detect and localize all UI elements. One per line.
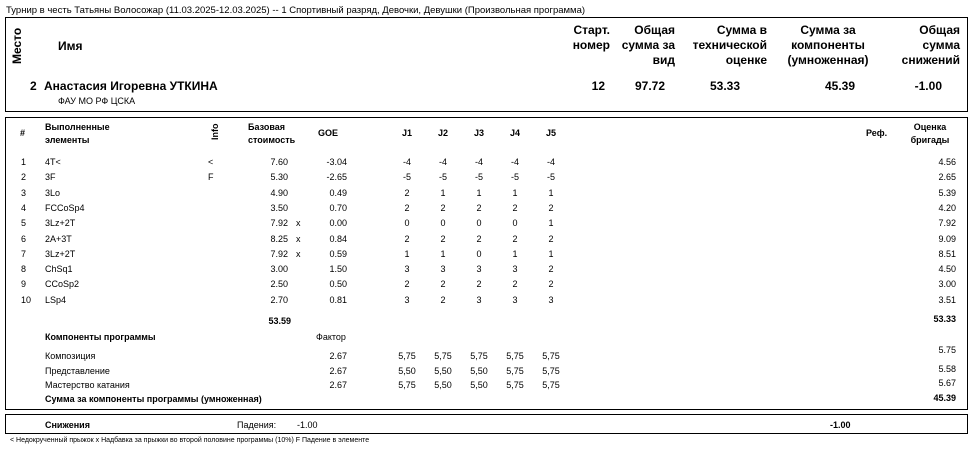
component-judge-score: 5,75 [434,351,452,361]
component-score: 5.67 [938,378,956,388]
component-factor: 2.67 [329,380,347,390]
element-judge-score: -4 [402,157,411,167]
panel-header-line1: Оценка [913,122,947,132]
element-judge-score: 2 [440,279,446,290]
element-judge-score: 1 [548,248,554,259]
judge-header: J2 [437,128,448,138]
judge-header: J5 [545,128,556,138]
element-num: 9 [21,279,27,290]
info-header: Info [210,123,220,140]
element-judge-score: 2 [404,233,410,244]
judge-header: J3 [473,128,484,138]
component-judge-score: 5,75 [506,351,524,361]
skater-deductions: -1.00 [914,79,942,93]
element-judge-score: 2 [404,279,410,290]
element-goe: 0.50 [329,279,347,290]
element-judge-score: -5 [402,172,411,183]
element-goe: 0.70 [329,202,347,213]
skater-name: Анастасия Игоревна УТКИНА [44,79,218,93]
falls-label: Падения: [237,420,277,430]
element-judge-score: 2 [548,279,554,290]
component-judge-score: 5,75 [542,380,560,390]
element-judge-score: 1 [440,187,446,198]
element-num: 1 [21,157,27,167]
element-panel-score: 9.09 [938,233,956,244]
element-goe: 0.59 [329,248,347,259]
element-judge-score: -4 [510,157,519,167]
deductions-box [5,414,968,434]
element-num: 4 [21,202,27,213]
element-judge-score: 1 [548,187,554,198]
element-judge-score: 2 [440,233,446,244]
name-header: Имя [58,39,83,53]
element-judge-score: 2 [440,294,446,305]
element-goe: -2.65 [326,172,347,183]
element-base-value: 5.30 [270,172,288,183]
element-panel-score: 3.51 [938,294,956,305]
footnote: < Недокрученный прыжок x Надбавка за прыжки во второй половине программы (10%) F Падение в элементе [10,437,370,444]
competition-header: Турнир в честь Татьяны Волосожар (11.03.2025-12.03.2025) -- 1 Спортивный разряд, Девочки, Девушки (Произвольная программа) [6,5,586,16]
skater-place: 2 [30,79,37,93]
element-judge-score: 2 [548,202,554,213]
element-base-value: 8.25 [270,233,288,244]
skater-total-score: 97.72 [634,79,665,93]
element-judge-score: 1 [548,218,554,229]
element-info: F [208,172,214,183]
pcs-header: Сумма за компоненты (умноженная) [787,23,869,67]
base-value-header [248,121,295,147]
element-code: CCoSp2 [45,279,80,290]
element-info: < [208,157,214,167]
goe-header: GOE [318,128,339,138]
element-judge-score: 2 [548,264,554,275]
element-judge-score: 2 [512,202,518,213]
element-base-value: 2.70 [270,294,288,305]
element-judge-score: 1 [476,187,482,198]
start-number-header: Старт. номер [572,23,610,52]
element-code: LSp4 [45,294,67,305]
component-score: 5.58 [938,364,956,374]
element-judge-score: 2 [548,233,554,244]
component-judge-score: 5,50 [470,366,488,376]
component-judge-score: 5,75 [398,380,416,390]
element-judge-score: 2 [476,233,482,244]
num-header: # [20,128,26,138]
element-num: 7 [21,248,27,259]
component-score: 5.75 [938,345,956,355]
element-judge-score: -4 [546,157,555,167]
elements-header-line1: Выполненные [45,122,110,132]
elements-header [45,121,110,147]
element-judge-score: -5 [510,172,519,183]
components-sum-value: 45.39 [933,393,956,403]
judge-header: J4 [509,128,520,138]
element-code: 4T< [45,157,61,167]
factor-header: Фактор [316,332,346,342]
skater-club: ФАУ МО РФ ЦСКА [58,96,136,106]
elements-header-line2: элементы [45,135,90,145]
element-base-value: 7.60 [270,157,288,167]
element-judge-score: 1 [512,248,518,259]
element-panel-score: 4.20 [938,202,956,213]
component-judge-score: 5,75 [506,366,524,376]
element-base-value: 7.92 [270,248,288,259]
element-judge-score: 2 [440,202,446,213]
element-num: 8 [21,264,27,275]
component-factor: 2.67 [329,366,347,376]
skater-start-number: 12 [591,79,605,93]
element-judge-score: 2 [404,187,410,198]
judge-header: J1 [401,128,412,138]
total-score-header: Общая сумма за вид [621,23,675,67]
element-judge-score: -5 [474,172,483,183]
element-judge-score: 1 [404,248,410,259]
element-panel-score: 3.00 [938,279,956,290]
base-value-total: 53.59 [268,316,291,326]
element-judge-score: 2 [476,279,482,290]
skater-tes: 53.33 [709,79,740,93]
element-goe: 1.50 [329,264,347,275]
element-judge-score: 0 [404,218,410,229]
skater-pcs: 45.39 [824,79,855,93]
element-code: 3F [45,172,56,183]
element-base-value: 3.50 [270,202,288,213]
element-base-value: 4.90 [270,187,288,198]
element-judge-score: 2 [512,233,518,244]
falls-value: -1.00 [297,420,318,430]
component-factor: 2.67 [329,351,347,361]
deductions-header: Общая сумма снижений [901,23,960,67]
component-judge-score: 5,50 [470,380,488,390]
element-code: ChSq1 [45,264,73,275]
tes-total: 53.33 [933,314,956,324]
deductions-total: -1.00 [830,420,851,430]
element-judge-score: 3 [404,264,410,275]
element-num: 5 [21,218,27,229]
element-goe: -3.04 [326,157,347,167]
element-judge-score: 3 [476,264,482,275]
tes-header: Сумма в технической оценке [692,23,767,67]
element-judge-score: -5 [438,172,447,183]
component-name: Представление [45,366,110,376]
component-judge-score: 5,75 [542,366,560,376]
element-base-value: 2.50 [270,279,288,290]
component-judge-score: 5,50 [434,380,452,390]
ref-header: Реф. [866,128,888,138]
element-judge-score: 2 [512,279,518,290]
element-judge-score: 1 [440,248,446,259]
element-code: 3Lz+2T [45,248,76,259]
element-panel-score: 5.39 [938,187,956,198]
element-judge-score: -5 [546,172,555,183]
component-name: Мастерство катания [45,380,130,390]
element-judge-score: 3 [512,294,518,305]
base-header-line1: Базовая [248,122,286,132]
components-title: Компоненты программы [45,332,156,342]
element-code: 3Lz+2T [45,218,76,229]
element-panel-score: 2.65 [938,172,956,183]
components-sum-label: Сумма за компоненты программы (умноженная) [45,394,262,404]
element-panel-score: 4.50 [938,264,956,275]
element-num: 2 [21,172,27,183]
element-judge-score: 3 [476,294,482,305]
element-judge-score: 3 [512,264,518,275]
element-goe: 0.84 [329,233,347,244]
component-name: Композиция [45,351,96,361]
element-panel-score: 4.56 [938,157,956,167]
element-bonus-mark: x [296,218,301,229]
element-judge-score: 2 [404,202,410,213]
element-bonus-mark: x [296,233,301,244]
element-base-value: 3.00 [270,264,288,275]
element-code: FCCoSp4 [45,202,85,213]
element-judge-score: 3 [548,294,554,305]
component-judge-score: 5,75 [398,351,416,361]
element-num: 6 [21,233,27,244]
component-judge-score: 5,75 [542,351,560,361]
deductions-label: Снижения [45,420,90,430]
component-judge-score: 5,50 [398,366,416,376]
element-judge-score: 3 [440,264,446,275]
element-base-value: 7.92 [270,218,288,229]
component-judge-score: 5,50 [434,366,452,376]
place-header: Место [10,27,24,64]
element-judge-score: 0 [440,218,446,229]
component-judge-score: 5,75 [470,351,488,361]
element-num: 3 [21,187,27,198]
element-judge-score: 0 [476,218,482,229]
element-judge-score: -4 [474,157,483,167]
element-panel-score: 7.92 [938,218,956,229]
element-num: 10 [21,294,32,305]
element-bonus-mark: x [296,248,301,259]
element-judge-score: 1 [512,187,518,198]
panel-header-line2: бригады [910,135,950,145]
element-code: 3Lo [45,187,61,198]
element-judge-score: -4 [438,157,447,167]
base-header-line2: стоимость [248,135,296,145]
element-panel-score: 8.51 [938,248,956,259]
element-judge-score: 0 [476,248,482,259]
panel-score-header [906,121,954,147]
element-code: 2A+3T [45,233,72,244]
element-judge-score: 0 [512,218,518,229]
element-goe: 0.49 [329,187,347,198]
element-goe: 0.00 [329,218,347,229]
element-judge-score: 3 [404,294,410,305]
element-goe: 0.81 [329,294,347,305]
element-judge-score: 2 [476,202,482,213]
component-judge-score: 5,75 [506,380,524,390]
